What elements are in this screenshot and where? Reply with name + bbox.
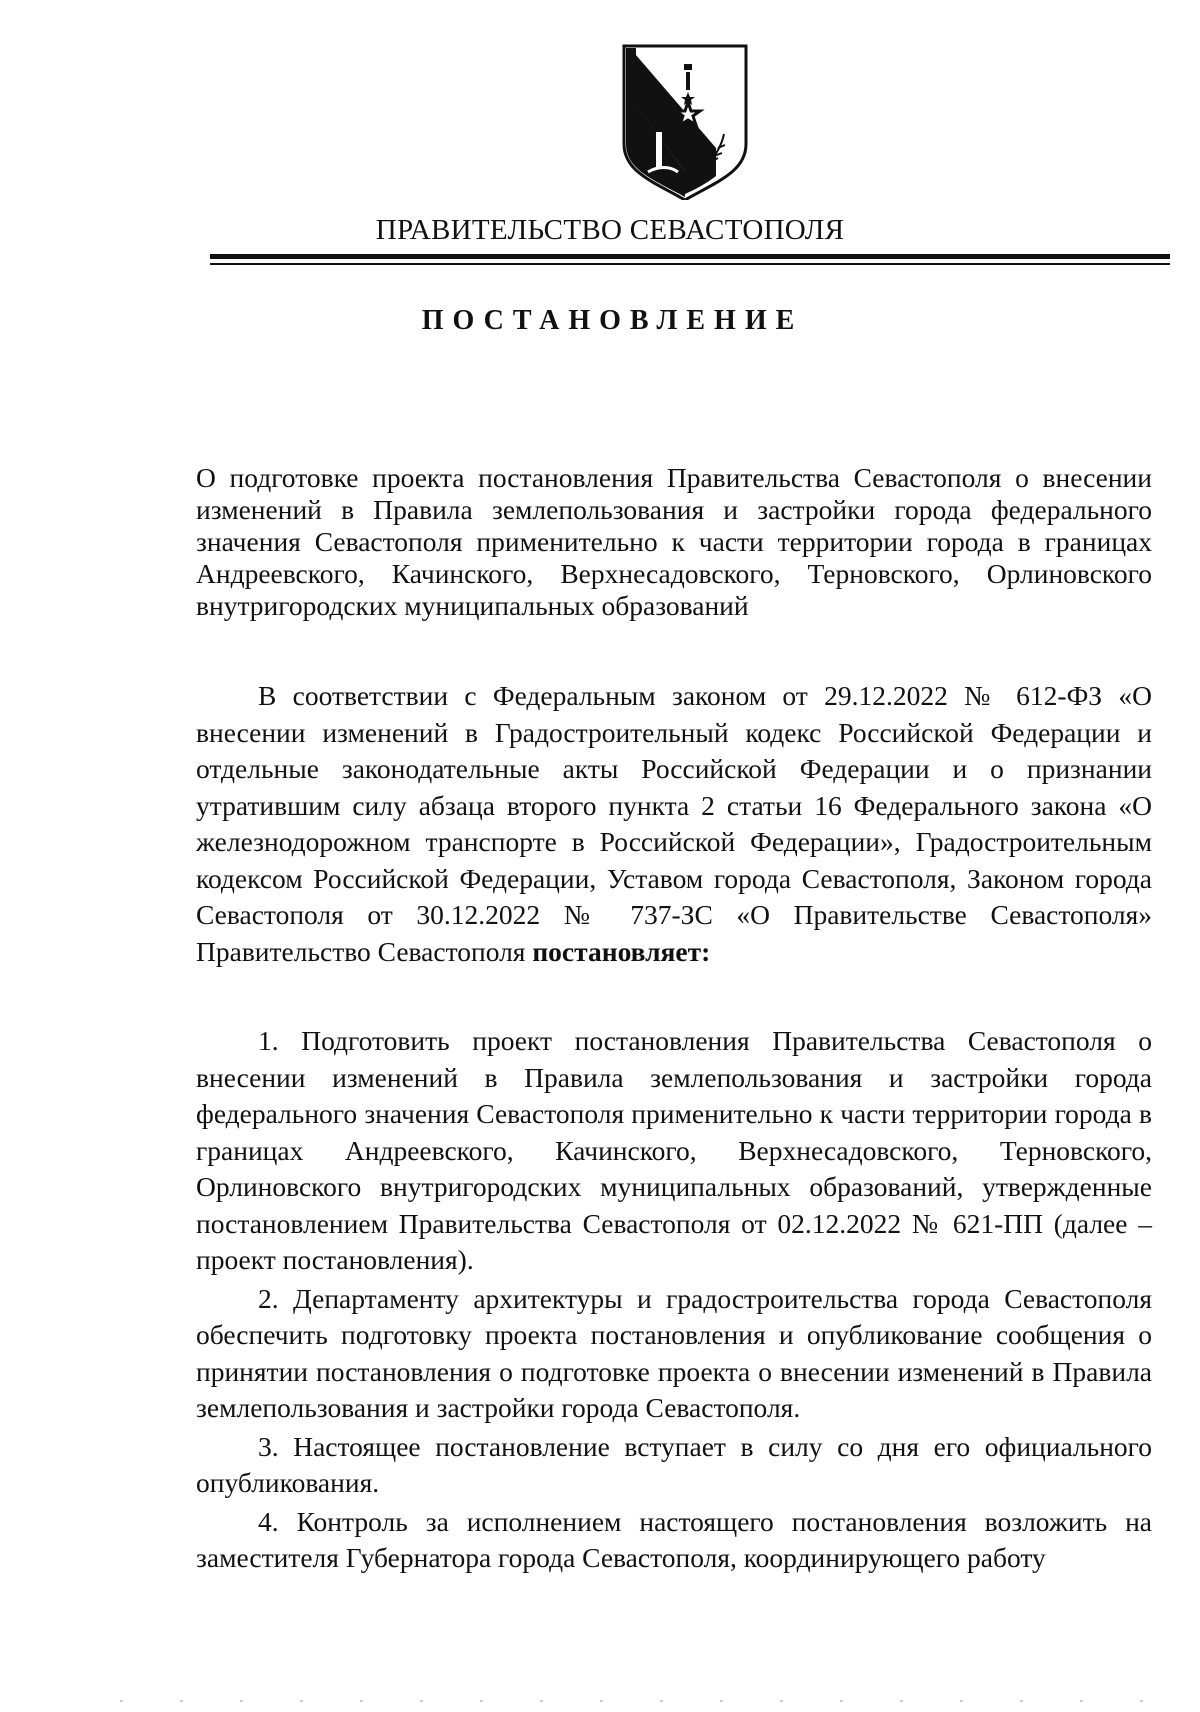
resolution-items bbox=[196, 1023, 1152, 1579]
document-subject: О подготовке проекта постановления Правительства Севастополя о внесении изменений в Правила землепользования и застройки города федерального значения Севастополя применительно к части территории города в границах Андреевского, Качинского, Верхнесадовского, Терновского, Орлиновского внутригородских муниципальных образований bbox=[196, 462, 1152, 621]
header-divider-thin bbox=[210, 263, 1170, 265]
header-divider-thick bbox=[210, 254, 1170, 259]
organization-name: ПРАВИТЕЛЬСТВО СЕВАСТОПОЛЯ bbox=[375, 214, 845, 246]
resolution-item-3: 3. Настоящее постановление вступает в силу со дня его официального опубликования. bbox=[196, 1430, 1152, 1498]
preamble-text: В соответствии с Федеральным законом от 29.12.2022 № 612-ФЗ «О внесении изменений в Градостроительный кодекс Российской Федерации и отдельные законодательные акты Российской Федерации и о признании утратившим силу абзаца второго пункта 2 статьи 16 Федерального закона «О железнодорожном транспорте в Российской Федерации», Градостроительным кодексом Российской Федерации, Уставом города Севастополя, Законом города Севастополя от 30.12.2022 № 737-ЗС «О Правительстве Севастополя» Правительство Севастополя bbox=[196, 680, 1152, 967]
resolution-item-1: 1. Подготовить проект постановления Правительства Севастополя о внесении изменений в Правила землепользования и застройки города федерального значения Севастополя применительно к части территории города в границах Андреевского, Качинского, Верхнесадовского, Терновского, Орлиновского внутригородских муниципальных образований, утвержденные постановлением Правительства Севастополя от 02.12.2022 № 621-ПП (далее – проект постановления). bbox=[196, 1025, 1152, 1275]
resolution-item-4: 4. Контроль за исполнением настоящего постановления возложить на заместителя Губернатора города Севастополя, координирующего работу bbox=[196, 1505, 1152, 1573]
resolution-item-2: 2. Департаменту архитектуры и градостроительства города Севастополя обеспечить подготовку проекта постановления и опубликование сообщения о принятии постановления о подготовке проекта о внесении изменений в Правила землепользования и застройки города Севастополя. bbox=[196, 1282, 1152, 1423]
preamble-paragraph bbox=[196, 678, 1152, 970]
decree-word: постановляет: bbox=[532, 935, 711, 967]
sevastopol-coat-of-arms-icon bbox=[620, 44, 750, 200]
scan-edge-artifact bbox=[120, 1700, 1160, 1702]
preamble-section bbox=[196, 678, 1152, 970]
document-type-title: ПОСТАНОВЛЕНИЕ bbox=[421, 305, 804, 336]
